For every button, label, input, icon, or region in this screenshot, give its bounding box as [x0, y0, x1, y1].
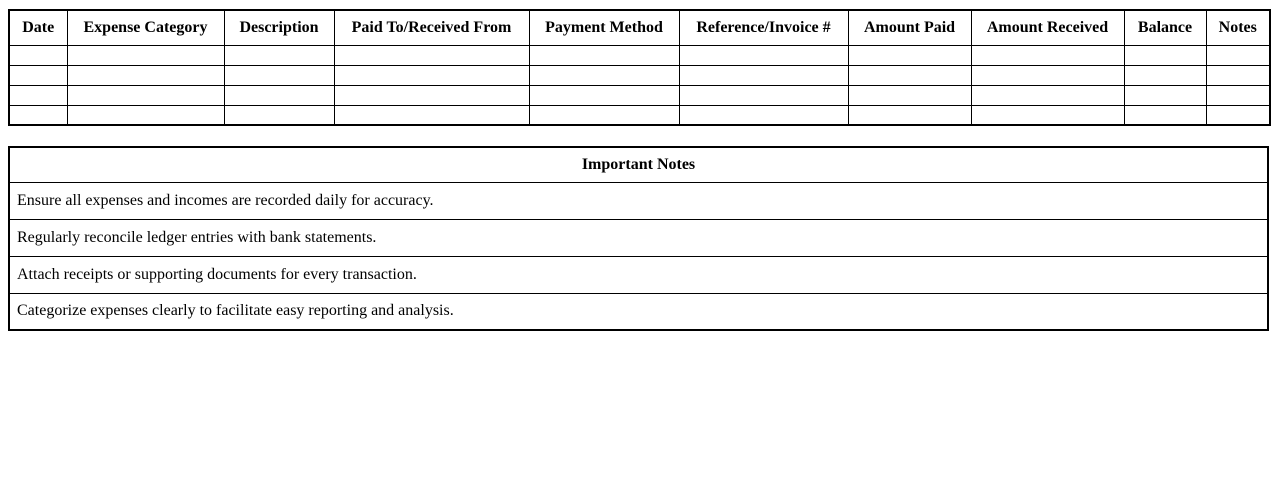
ledger-cell — [67, 65, 224, 85]
ledger-cell — [679, 85, 848, 105]
ledger-cell — [9, 45, 67, 65]
ledger-cell — [9, 105, 67, 125]
ledger-cell — [9, 85, 67, 105]
column-header-reference-invoice: Reference/Invoice # — [679, 10, 848, 45]
column-header-amount-received: Amount Received — [971, 10, 1124, 45]
note-row — [9, 256, 1268, 293]
note-text: Ensure all expenses and incomes are recorded daily for accuracy. — [9, 182, 1268, 219]
ledger-cell — [1124, 85, 1206, 105]
ledger-cell — [224, 85, 334, 105]
ledger-cell — [971, 65, 1124, 85]
ledger-cell — [224, 65, 334, 85]
ledger-cell — [971, 85, 1124, 105]
ledger-empty-row — [9, 45, 1270, 65]
note-row — [9, 219, 1268, 256]
ledger-cell — [848, 45, 971, 65]
note-text: Categorize expenses clearly to facilitate easy reporting and analysis. — [9, 293, 1268, 330]
notes-header-row — [9, 147, 1268, 182]
ledger-cell — [334, 45, 529, 65]
ledger-cell — [67, 105, 224, 125]
notes-table-title: Important Notes — [9, 147, 1268, 182]
ledger-cell — [67, 85, 224, 105]
ledger-cell — [67, 45, 224, 65]
ledger-cell — [334, 85, 529, 105]
ledger-cell — [1124, 65, 1206, 85]
ledger-cell — [529, 85, 679, 105]
ledger-cell — [334, 65, 529, 85]
ledger-cell — [9, 65, 67, 85]
ledger-cell — [848, 65, 971, 85]
ledger-cell — [679, 45, 848, 65]
column-header-balance: Balance — [1124, 10, 1206, 45]
column-header-payment-method: Payment Method — [529, 10, 679, 45]
ledger-empty-row — [9, 65, 1270, 85]
ledger-cell — [529, 105, 679, 125]
ledger-cell — [1206, 85, 1270, 105]
ledger-cell — [529, 45, 679, 65]
ledger-cell — [1206, 45, 1270, 65]
ledger-cell — [224, 105, 334, 125]
column-header-amount-paid: Amount Paid — [848, 10, 971, 45]
column-header-description: Description — [224, 10, 334, 45]
ledger-cell — [1124, 45, 1206, 65]
ledger-cell — [1206, 105, 1270, 125]
column-header-expense-category: Expense Category — [67, 10, 224, 45]
ledger-cell — [224, 45, 334, 65]
column-header-notes: Notes — [1206, 10, 1270, 45]
note-text: Attach receipts or supporting documents for every transaction. — [9, 256, 1268, 293]
ledger-empty-row — [9, 105, 1270, 125]
expense-ledger-table — [8, 9, 1271, 126]
ledger-cell — [679, 105, 848, 125]
ledger-header-row — [9, 10, 1270, 45]
note-row — [9, 182, 1268, 219]
ledger-cell — [1124, 105, 1206, 125]
ledger-cell — [529, 65, 679, 85]
note-text: Regularly reconcile ledger entries with bank statements. — [9, 219, 1268, 256]
ledger-empty-row — [9, 85, 1270, 105]
ledger-cell — [848, 105, 971, 125]
important-notes-table — [8, 146, 1269, 331]
ledger-cell — [679, 65, 848, 85]
ledger-cell — [1206, 65, 1270, 85]
ledger-cell — [971, 45, 1124, 65]
ledger-cell — [971, 105, 1124, 125]
ledger-cell — [848, 85, 971, 105]
column-header-paid-to-received-from: Paid To/Received From — [334, 10, 529, 45]
ledger-cell — [334, 105, 529, 125]
note-row — [9, 293, 1268, 330]
column-header-date: Date — [9, 10, 67, 45]
